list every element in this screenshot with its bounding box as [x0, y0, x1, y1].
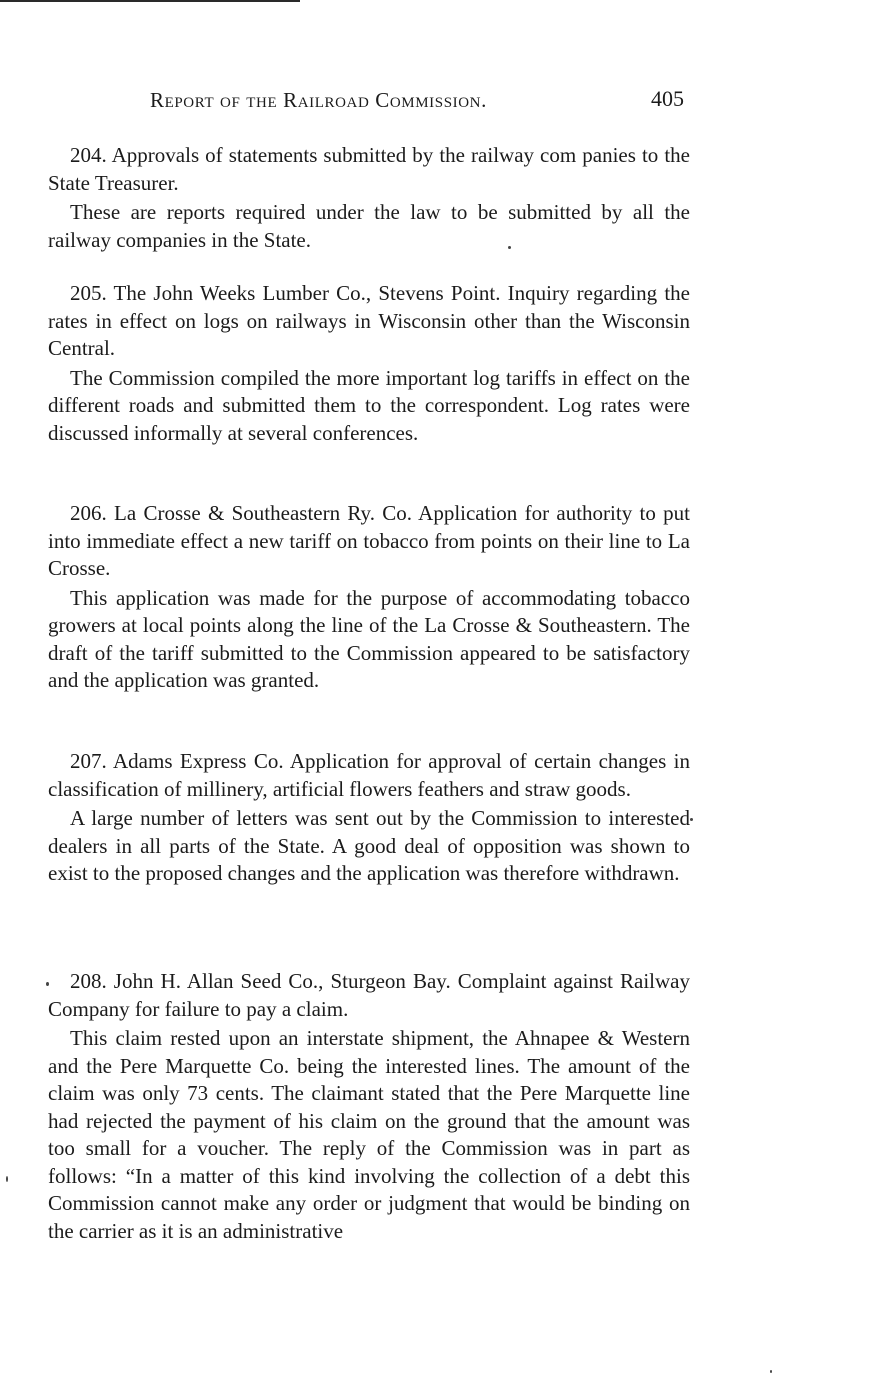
entry-heading: 205. The John Weeks Lumber Co., Stevens Point. Inquiry regarding the rates in effect on logs on railways in Wisconsin other than the Wisconsin Central. — [48, 281, 690, 360]
scan-speck — [690, 818, 693, 821]
entry-207 — [48, 748, 690, 888]
scan-speck — [46, 982, 49, 986]
entry-body: This claim rested upon an interstate shipment, the Ahnapee & Western and the Pere Marquette Co. being the interested lines. The amount of the claim was only 73 cents. The claimant stated that the Pere Marquette line had rejected the payment of his claim on the ground that the amount was too small for a voucher. The reply of the Commission was in part as follows: “In a matter of this kind involving the collection of a debt this Commission cannot make any order or judgment that would be binding on the carrier as it is an administrative — [48, 1026, 690, 1243]
scan-speck — [6, 1176, 8, 1182]
page-header — [150, 88, 690, 118]
scan-speck — [770, 1370, 772, 1373]
entry-heading: 204. Approvals of statements submitted by the railway com panies to the State Treasurer. — [48, 143, 690, 195]
page-number: 405 — [651, 86, 684, 111]
entry-206 — [48, 500, 690, 695]
top-rule — [0, 0, 300, 2]
entry-208 — [48, 968, 690, 1245]
entry-heading: 207. Adams Express Co. Application for approval of certain changes in classification of millinery, artificial flowers feathers and straw goods. — [48, 749, 690, 801]
entry-heading: 206. La Crosse & Southeastern Ry. Co. Application for authority to put into immediate effect a new tariff on tobacco from points on their line to La Crosse. — [48, 501, 690, 580]
entry-204 — [48, 142, 690, 254]
running-head: Report of the Railroad Commission. — [150, 88, 487, 112]
scan-speck — [508, 246, 511, 249]
entry-body: The Commission compiled the more important log tariffs in effect on the different roads and submitted them to the correspondent. Log rates were discussed informally at several conferences. — [48, 365, 690, 445]
entry-body: This application was made for the purpose of accommodating tobacco growers at local points along the line of the La Crosse & Southeastern. The draft of the tariff submitted to the Commission appeared to be satisfactory and the application was granted. — [48, 585, 690, 692]
entry-heading: 208. John H. Allan Seed Co., Sturgeon Bay. Complaint against Railway Company for failure to pay a claim. — [48, 969, 690, 1021]
entry-body: These are reports required under the law to be submitted by all the railway companies in the State. — [48, 200, 690, 252]
entry-body: A large number of letters was sent out by the Commission to interested dealers in all parts of the State. A good deal of opposition was shown to exist to the proposed changes and the application was therefore withdrawn. — [48, 806, 690, 885]
entry-205 — [48, 280, 690, 447]
